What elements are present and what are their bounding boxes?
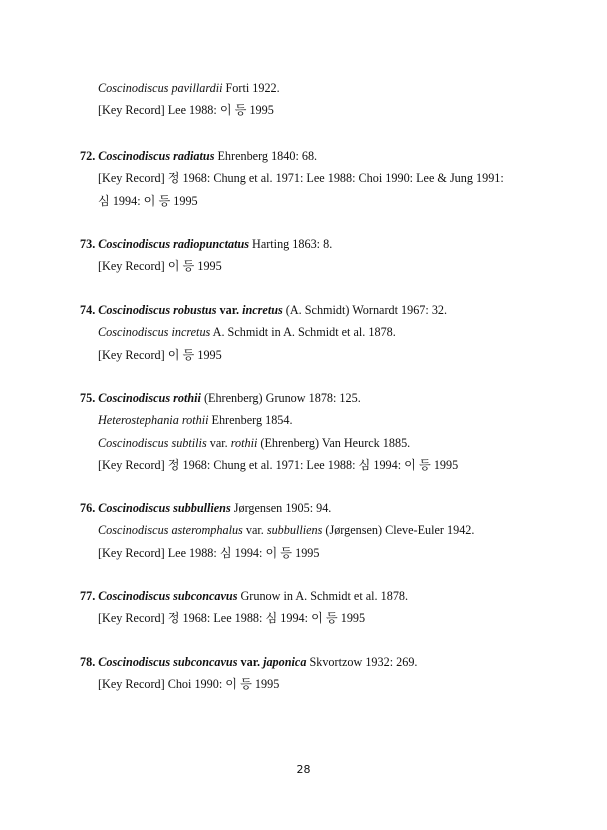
species-heading: 76. Coscinodiscus subbulliens Jørgensen 1905: 94. bbox=[80, 501, 332, 515]
species-heading: 78. Coscinodiscus subconcavus var. japonica Skvortzow 1932: 269. bbox=[80, 655, 418, 669]
synonym-line: Coscinodiscus pavillardii Forti 1922. bbox=[98, 81, 280, 95]
entry-74 bbox=[80, 299, 580, 366]
species-heading: 77. Coscinodiscus subconcavus Grunow in A. Schmidt et al. 1878. bbox=[80, 589, 409, 603]
species-heading: 72. Coscinodiscus radiatus Ehrenberg 1840: 68. bbox=[80, 149, 318, 163]
key-record: [Key Record] 정 1968: Lee 1988: 심 1994: 이 등 1995 bbox=[98, 611, 366, 626]
entry-77 bbox=[80, 585, 580, 630]
key-record: [Key Record] 이 등 1995 bbox=[98, 347, 222, 362]
entry-75 bbox=[80, 387, 580, 476]
synonym-line: Coscinodiscus incretus A. Schmidt in A. Schmidt et al. 1878. bbox=[98, 325, 396, 340]
species-heading: 75. Coscinodiscus rothii (Ehrenberg) Grunow 1878: 125. bbox=[80, 391, 361, 405]
entry-72 bbox=[80, 145, 580, 212]
entry-78 bbox=[80, 651, 580, 696]
synonym-line: Heterostephania rothii Ehrenberg 1854. bbox=[98, 413, 293, 428]
key-record: [Key Record] Lee 1988: 이 등 1995 bbox=[98, 103, 274, 118]
entry-76 bbox=[80, 497, 580, 564]
synonym-line: Coscinodiscus subtilis var. rothii (Ehrenberg) Van Heurck 1885. bbox=[98, 435, 411, 450]
entry-73 bbox=[80, 233, 580, 278]
species-heading: 73. Coscinodiscus radiopunctatus Harting 1863: 8. bbox=[80, 237, 333, 251]
entry-71-continued bbox=[80, 77, 580, 122]
key-record: 심 1994: 이 등 1995 bbox=[98, 193, 198, 208]
key-record: [Key Record] 이 등 1995 bbox=[98, 259, 222, 274]
page-number: 28 bbox=[296, 763, 311, 776]
key-record: [Key Record] 정 1968: Chung et al. 1971: Lee 1988: Choi 1990: Lee & Jung 1991: bbox=[98, 171, 504, 186]
key-record: [Key Record] Lee 1988: 심 1994: 이 등 1995 bbox=[98, 545, 320, 560]
key-record: [Key Record] 정 1968: Chung et al. 1971: Lee 1988: 심 1994: 이 등 1995 bbox=[98, 457, 459, 472]
key-record: [Key Record] Choi 1990: 이 등 1995 bbox=[98, 677, 280, 692]
synonym-line: Coscinodiscus asteromphalus var. subbulliens (Jørgensen) Cleve-Euler 1942. bbox=[98, 523, 475, 538]
species-heading: 74. Coscinodiscus robustus var. incretus (A. Schmidt) Wornardt 1967: 32. bbox=[80, 303, 448, 317]
